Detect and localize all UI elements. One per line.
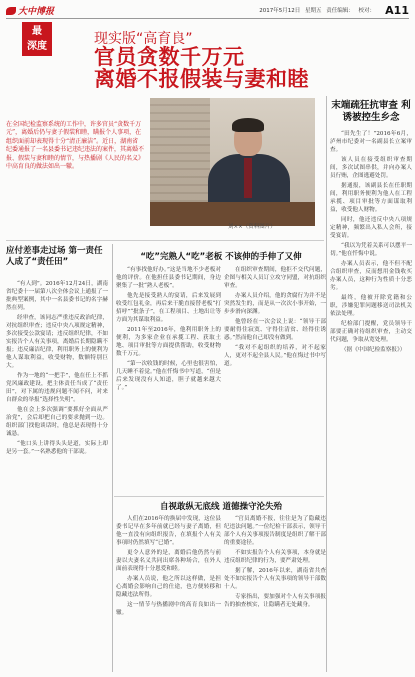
body-column-5 xyxy=(224,515,326,672)
body-paragraph: 办案人员说，他之所以这样做，是担心离婚会影响自己的仕途，也方便转移和隐藏违法所得。 xyxy=(116,576,221,598)
sidebar-paragraph: “田先生了！”2016年6月，泸州市纪委对一名副县长立案审查。 xyxy=(330,131,412,153)
body-paragraph: “第一次收钱的时候，心里也很害怕，几天睡不着觉。”他在忏悔书中写道，“但是后来发现没有人知道，胆子就越来越大了。” xyxy=(116,361,221,391)
sidebar-paragraph: （据《中国纪检监察报》） xyxy=(341,347,406,353)
sidebar-title: 末端疏狂抗审查 利诱被控生乡念 xyxy=(331,100,411,123)
body-paragraph: 经审查，该同志严重违反政治纪律，对抗组织审查；违反中央八项规定精神，多次接受公款宴请；违反组织纪律，不如实报告个人有关事项，离婚后长期隐瞒不报；违反廉洁纪律，利用职务上的便利为他人谋取利益，收受财物，数额特别巨大。 xyxy=(6,315,108,369)
header-date: 2017年5月12日 xyxy=(259,8,301,14)
header-rule xyxy=(6,18,409,19)
body-paragraph: “有事找他好办。”这是当地不少老板对他的评价。在他担任县委书记期间，身边聚集了一批“熟人老板”。 xyxy=(116,267,221,289)
header-info xyxy=(256,6,375,14)
header-weekday: 星期五 xyxy=(304,8,322,14)
body-paragraph: “有人到”。2016年12月24日，湖南省纪委十一届第八次全体会议上通报了一批典型案例，其中一名县委书记的名字赫然在列。 xyxy=(6,281,108,311)
body-column-4 xyxy=(116,515,221,672)
person-hair-shape xyxy=(232,118,264,132)
body-paragraph: 在组织审查期间，他拒不交代问题，企图与相关人员订立攻守同盟，对抗组织审查。 xyxy=(224,267,326,289)
body-paragraph: 人们在2016年的换届中发现，这位县委书记早在多年前就已经与妻子离婚，但他一直没有向组织报告，在填报个人有关事项时仍然填写“已婚”。 xyxy=(116,516,221,546)
body-paragraph: 他曾经在一次会议上说：“领导干部要耐得住寂寞、守得住清贫、经得住诱惑。”然而他自己却没有做到。 xyxy=(224,319,326,341)
tie-shape xyxy=(244,158,252,198)
main-headline xyxy=(94,46,309,90)
body-paragraph: “我对不起组织的培养，对不起家人，更对不起全县人民。”他在悔过书中写道。 xyxy=(224,345,326,367)
header-proof: 校对： xyxy=(358,8,375,14)
masthead-name: 大中博报 xyxy=(18,7,55,17)
body-paragraph: 不如实报告个人有关事项，本身就是违反组织纪律的行为，要严肃处理。 xyxy=(224,550,326,564)
body-paragraph: 这一情节与热播剧中的高育良如出一辙。 xyxy=(116,602,221,616)
subhead-1: 应付差事走过场 第一责任人成了“责任田” xyxy=(6,246,103,267)
sidebar-paragraph: 纪检部门提醒，党员领导干部要正确对待组织审查，主动交代问题，争取从宽处理。 xyxy=(330,321,412,343)
body-paragraph: 作为一地的“一把手”，他在任上不抓党风廉政建设，把主体责任当成了“责任田”，对下属的违规问题不闻不问，对来自群众的举报“选择性失明”。 xyxy=(6,373,108,403)
header-editor: 责任编辑： xyxy=(326,8,354,14)
subhead-3: 自视敢纵无底线 道德操守沦失殆 xyxy=(160,502,282,512)
column-divider xyxy=(112,244,113,672)
section-tag xyxy=(22,22,52,56)
body-paragraph: 专家指出，要加强对个人有关事项报告的抽查核实，让隐瞒者无处藏身。 xyxy=(224,594,326,608)
column-divider xyxy=(326,96,327,672)
headline-kicker: 现实版“高育良” xyxy=(94,31,193,47)
sidebar-paragraph: “我以为凭着关系可以摆平一切。”他在忏悔中说。 xyxy=(330,243,412,257)
page-number: A11 xyxy=(385,4,409,17)
body-column-3 xyxy=(224,266,326,491)
sidebar-paragraph: 同时，他还违反中央八项规定精神，频繁出入私人会所，接受宴请。 xyxy=(330,217,412,239)
section-divider xyxy=(114,496,324,497)
section-divider xyxy=(6,240,324,241)
photo-caption: 刘××（资料图片） xyxy=(228,224,276,230)
sidebar-paragraph: 据通报，该副县长在任职期间，利用职务便利为他人在工程承揽、项目审批等方面谋取利益，收受他人财物。 xyxy=(330,183,412,213)
body-paragraph: 据了解，2016年以来，湖南省共查处不如实报告个人有关事项的领导干部数十人。 xyxy=(224,568,326,590)
body-paragraph: “他口头上讲得头头是道，实际上却是另一套。”一名熟悉他的干部说。 xyxy=(6,441,108,455)
subhead-2: “吃”完熟人“吃”老板 不该伸的手伸了又伸 xyxy=(140,252,302,262)
body-paragraph: 2011年至2016年，他利用职务上的便利，为多家企业在承揽工程、获取土地、项目审批等方面提供帮助，收受财物数千万元。 xyxy=(116,327,221,357)
sidebar-paragraph: 最终，他被开除党籍和公职，涉嫌犯罪问题移送司法机关依法处理。 xyxy=(330,295,412,317)
sidebar-paragraph: 该人员在接受组织审查期间，多次试图串供，并向办案人员行贿，企图逃避处罚。 xyxy=(330,157,412,179)
masthead-logo xyxy=(6,4,56,16)
headline-line2: 离婚不报假装与妻和睦 xyxy=(94,67,309,91)
body-paragraph: 办案人员介绍，他的贪腐行为并不是突然发生的，而是从一次次小事开始，一步步滑向深渊。 xyxy=(224,293,326,315)
lead-paragraph: 在全国纪检监察系统的工作中，许多官员“贪数千万元”，离婚后仍与妻子假装和睦，瞒报个人事项，在组织面前却表现得十分“清正廉洁”。近日，湖南省纪委通报了一名县委书记违纪违法的案件，其离婚不报、假装与妻和睦的情节，与热播剧《人民的名义》中高育良的做法如出一辙。 xyxy=(6,121,145,171)
section-tag-line1: 最 xyxy=(32,26,42,37)
body-column-1 xyxy=(6,280,108,672)
portrait-photo xyxy=(150,98,315,226)
sidebar-paragraph: 办案人员表示，他不但不配合组织审查，反而想用金钱收买办案人员，这种行为性质十分恶劣。 xyxy=(330,261,412,291)
sidebar-body xyxy=(330,130,412,670)
body-paragraph: 他先是接受熟人的宴请，后来发展到收受红包礼金，再后来干脆直接替老板“打招呼”“批条子”，在工程项目、土地出让等方面为其谋取利益。 xyxy=(116,293,221,323)
body-column-2 xyxy=(116,266,221,491)
logo-mark-icon xyxy=(6,7,16,15)
body-paragraph: 更令人意外的是，离婚后他仍然与前妻以夫妻名义共同出席各种场合，在外人面前表现得十分恩爱和睦。 xyxy=(116,550,221,572)
section-tag-line2: 深度 xyxy=(27,41,47,52)
body-paragraph: 他在会上多次强调“要抓好全面从严治党”，会后却把自己的要求抛到一边。组织部门找他谈话时，他总是表现得十分诚恳。 xyxy=(6,407,108,437)
body-paragraph: “官员离婚不报，往往是为了隐藏违纪违法问题。”一位纪检干部表示，领导干部个人有关事项报告制度是组织了解干部的重要途径。 xyxy=(224,516,326,546)
headline-line1: 官员贪数千万元 xyxy=(94,45,245,69)
